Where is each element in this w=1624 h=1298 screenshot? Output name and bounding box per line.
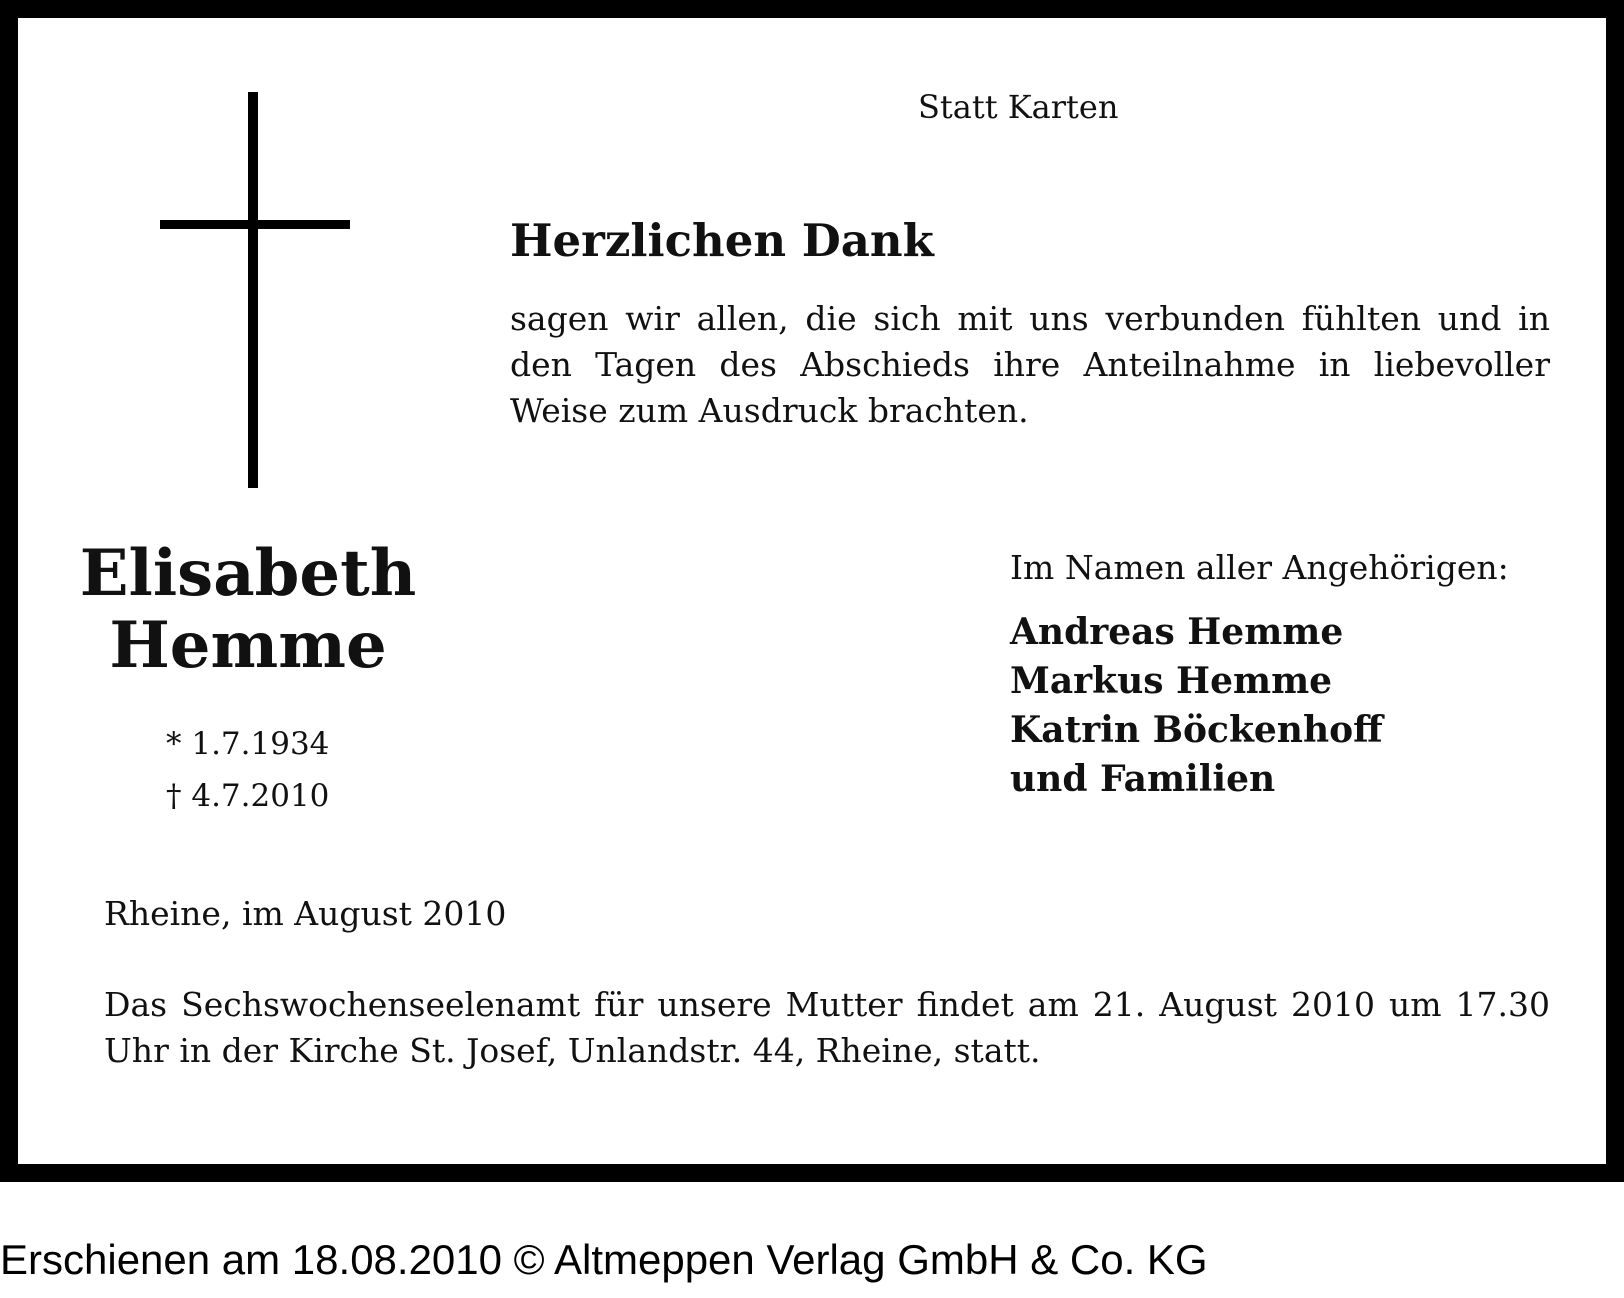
deceased-first-name: Elisabeth — [79, 536, 417, 611]
cross-horizontal-bar — [160, 220, 350, 229]
on-behalf-label: Im Namen aller Angehörigen: — [1010, 548, 1509, 587]
thanks-title: Herzlichen Dank — [510, 214, 934, 267]
relative-item: Markus Hemme — [1010, 660, 1333, 702]
thanks-paragraph: sagen wir allen, die sich mit uns verbunden fühlten und in den Tagen des Abschieds ihre Anteilnahme in liebevoller Weise zum Ausdruck brachten. — [510, 299, 1550, 430]
cross-vertical-bar — [248, 92, 258, 488]
relative-item: und Familien — [1010, 758, 1276, 800]
place-date: Rheine, im August 2010 — [104, 894, 507, 933]
service-announcement: Das Sechswochenseelenamt für unsere Mutter findet am 21. August 2010 um 17.30 Uhr in der Kirche St. Josef, Unlandstr. 44, Rheine, statt. — [104, 985, 1550, 1070]
deceased-last-name: Hemme — [109, 608, 387, 683]
statt-karten-label: Statt Karten — [918, 88, 1119, 126]
birth-date: * 1.7.1934 — [166, 726, 330, 762]
life-dates — [166, 718, 329, 822]
relative-item: Andreas Hemme — [1010, 611, 1344, 653]
relative-item: Katrin Böckenhoff — [1010, 709, 1383, 751]
deceased-name — [78, 538, 418, 682]
relatives-list — [1010, 608, 1383, 804]
death-date: † 4.7.2010 — [166, 778, 330, 814]
publication-footer: Erschienen am 18.08.2010 © Altmeppen Verlag GmbH & Co. KG — [0, 1236, 1208, 1283]
